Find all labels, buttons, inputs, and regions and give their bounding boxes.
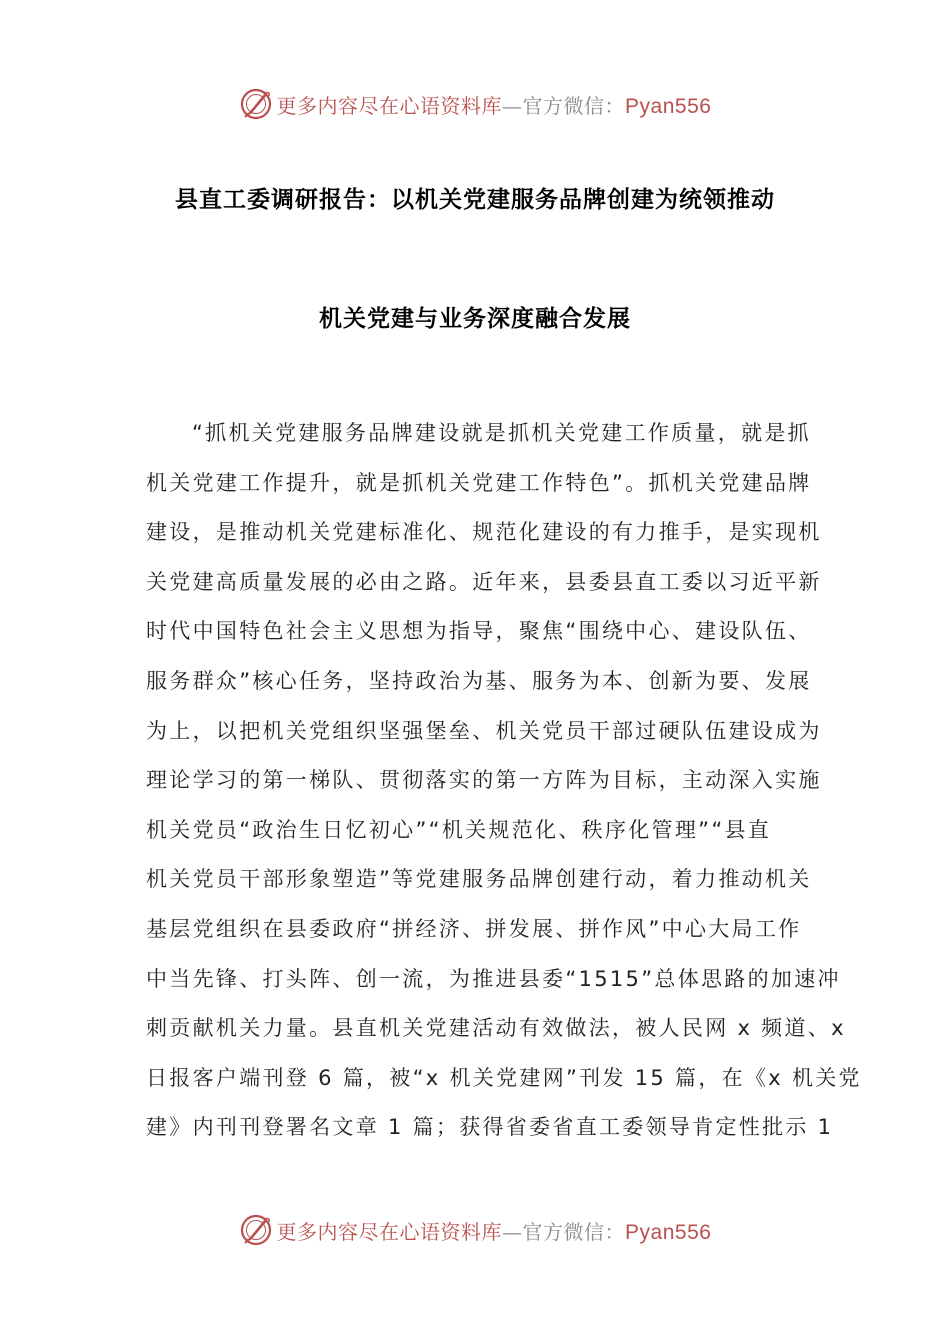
body-paragraph (146, 409, 862, 1153)
promo-slogan: 更多内容尽在心语资料库 (276, 1219, 503, 1244)
quill-logo-icon (239, 87, 273, 121)
body-line: 时代中国特色社会主义思想为指导，聚焦“围绕中心、建设队伍、 (146, 619, 812, 644)
official-label: 官方微信： (522, 93, 626, 118)
document-title-line-2: 机关党建与业务深度融合发展 (319, 305, 631, 332)
wechat-id: Pyan556 (625, 1220, 712, 1244)
footer-banner (0, 1210, 950, 1250)
promo-slogan: 更多内容尽在心语资料库 (276, 93, 503, 118)
body-line: 机关党员“政治生日忆初心”“机关规范化、秩序化管理”“县直 (146, 817, 772, 842)
header-banner (0, 84, 950, 124)
body-line: “抓机关党建服务品牌建设就是抓机关党建工作质量，就是抓 (192, 421, 811, 445)
official-label: 官方微信： (522, 1219, 626, 1244)
document-title-line-1: 县直工委调研报告：以机关党建服务品牌创建为统领推动 (175, 186, 775, 213)
body-line: 刺贡献机关力量。县直机关党建活动有效做法，被人民网 x 频道、x (146, 1016, 846, 1041)
promo-text (277, 90, 712, 119)
promo-text (277, 1216, 712, 1245)
promo-dash: — (502, 93, 523, 118)
body-line: 机关党建工作提升，就是抓机关党建工作特色”。抓机关党建品牌 (146, 470, 812, 495)
body-line: 日报客户端刊登 6 篇，被“x 机关党建网”刊发 15 篇，在《x 机关党 (146, 1065, 862, 1090)
body-line: 理论学习的第一梯队、贯彻落实的第一方阵为目标，主动深入实施 (146, 768, 822, 793)
body-line: 关党建高质量发展的必由之路。近年来，县委县直工委以习近平新 (146, 569, 822, 594)
quill-logo-icon (239, 1213, 273, 1247)
body-line: 机关党员干部形象塑造”等党建服务品牌创建行动，着力推动机关 (146, 867, 812, 892)
body-line: 建设，是推动机关党建标准化、规范化建设的有力推手，是实现机 (146, 520, 822, 545)
promo-dash: — (502, 1219, 523, 1244)
body-line: 为上，以把机关党组织坚强堡垒、机关党员干部过硬队伍建设成为 (146, 718, 822, 743)
body-line: 中当先锋、打头阵、创一流，为推进县委“1515”总体思路的加速冲 (146, 966, 841, 991)
body-line: 服务群众”核心任务，坚持政治为基、服务为本、创新为要、发展 (146, 668, 812, 693)
body-line: 基层党组织在县委政府“拼经济、拼发展、拼作风”中心大局工作 (146, 916, 802, 941)
wechat-id: Pyan556 (625, 94, 712, 118)
body-line: 建》内刊刊登署名文章 1 篇；获得省委省直工委领导肯定性批示 1 (146, 1115, 834, 1140)
